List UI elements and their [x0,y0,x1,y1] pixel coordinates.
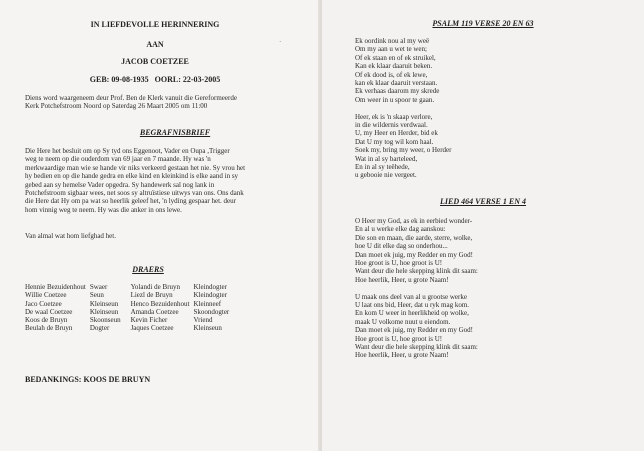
bearer-row [25,291,233,299]
bearer-relation: Kleinneef [193,299,222,308]
bearer-relation: Vriend [193,316,213,325]
verse-line: Hoe groot is U, hoe groot is U! [355,259,443,268]
bearer-relation: Skoonseun [89,316,121,325]
birth-death-dates: GEB: 09-08-1935 OORL: 22-03-2005 [89,75,221,84]
bearer-relation: Kleindogter [193,283,227,291]
hymn-text [355,217,478,360]
bearer-relation: Skoondogter [193,307,230,316]
service-line: Diens word waargeneem deur Prof. Ben de Klerk vanuit die Gereformeerde [25,94,237,102]
bearer-name: Koos de Bruyn [25,316,68,325]
bearer-relation: Kleinseun [89,307,119,316]
right-page [322,0,644,451]
hymn-heading: LIED 464 VERSE 1 EN 4 [439,197,527,206]
deceased-name: JACOB COETZEE [121,57,189,66]
verse-line: U, my Heer en Herder, bid ek [355,129,438,138]
memorial-title: IN LIEFDEVOLLE HERINNERING [90,20,220,29]
obituary-line: Die Here het besluit om op Sy tyd ons Eggenoot, Vader en Oupa ,Trigger [25,147,230,155]
verse-line [355,284,478,292]
verse-line: Ek oordink nou al my weë [355,37,430,45]
verse-line: Om my aan u wet te wen; [355,45,427,54]
obituary-line: gebed aan sy hemelse Vader opgedra. Sy handewerk sal nog lank in [25,180,215,189]
bearer-row [25,308,233,316]
stray-mark: · [279,38,282,46]
bearer-row [25,300,233,308]
verse-line: in die wildernis verdwaal. [355,121,428,130]
verse-line: Hoe groot is U, hoe groot is U! [355,334,443,343]
verse-line: Wat in al sy barteleed, [355,154,418,163]
obituary-line: hom vinnig weg te neem. Hy was die anker in ons lewe. [25,205,182,214]
acknowledgements: BEDANKINGS: KOOS DE BRUYN [25,375,151,384]
verse-line: hoe U dit elke dag so onderhou... [355,242,448,251]
bearer-name: Beulah de Bruyn [25,324,73,333]
bearer-name: Jaques Coetzee [130,324,174,333]
bearers-table [25,283,233,333]
service-line: Kerk Potchefstroom Noord op Saterdag 26 Maart 2005 om 11:00 [25,102,208,111]
verse-line: Want deur die hele skepping klink dit saam: [355,343,478,352]
verse-line [355,104,451,112]
bearer-relation: Kleindogter [193,291,227,300]
verse-line: En in al sy teëhede, [355,163,410,172]
verse-line: Of ek dood is, of ek lewe, [355,70,428,79]
closing-line: Van almal wat hom liefghad het. [25,232,116,240]
verse-line: Dan moet ek juig, my Redder en my God! [355,250,474,259]
verse-line: Of ek staan en of ek struikel, [355,53,436,62]
bearer-row [25,283,233,291]
verse-line: Die son en maan, die aarde, sterre, wolke, [355,233,473,242]
bearer-relation: Dogter [89,324,110,333]
bearer-row [25,316,233,324]
bearer-name: De waal Coetzee [25,307,73,316]
psalm-text [355,37,451,180]
bearers-heading: DRAERS [132,265,164,274]
bearer-row [25,324,233,332]
verse-line: Soek my, bring my weer, o Herder [355,146,452,155]
service-info [25,94,237,111]
obituary-line: hy bedien en op die hande gedra en elke kind en kleinkind is elke aand in sy [25,172,239,181]
verse-line: u gebooie nie vergeet. [355,171,417,180]
verse-line: U maak ons deel van al u grootse werke [355,292,467,301]
bearer-name: Kevin Ficher [130,316,168,325]
bearer-name: Amanda Coetzee [130,307,179,316]
verse-line: U laat ons bid, Heer, dat u ryk mag kom. [355,301,470,310]
verse-line: Dat U my tog wil kom haal. [355,137,434,146]
obituary-line: merkwaardige man wie se hande vir niks verkeerd gestaan het nie. Sy vrou het [25,163,246,172]
to-label: AAN [146,40,164,49]
verse-line: kan ek klaar daaruit verstaan. [355,79,438,88]
verse-line: Want deur die hele skepping klink dit saam: [355,267,478,276]
verse-line: Heer, ek is 'n skaap verlore, [355,112,433,121]
verse-line: Ek verhaas daarom my skrede [355,87,440,96]
bearer-name: Henco Bezuidenhout [130,299,190,308]
verse-line: maak U volkome nuut u eiendom. [355,317,451,326]
verse-line: Dan moet ek juig, my Redder en my God! [355,326,474,335]
obituary-line: Potchefstroom sigbaar wees, net soos sy altruïstiese uitwys van ons. Ons dank [25,189,244,198]
bearer-relation: Kleinseun [193,324,222,333]
verse-line: Om weer in u spoor te gaan. [355,95,435,104]
verse-line: En kom U weer in heerlikheid op wolke, [355,309,469,318]
bearer-name: Willie Coetzee [25,291,67,300]
obituary-text [25,147,245,214]
bearer-name: Hennie Bezuidenhout [25,283,86,291]
verse-line: Hoe heerlik, Heer, u grote Naam! [355,275,449,284]
verse-line: En al u werke elke dag aanskou: [355,225,446,234]
left-page [0,0,320,451]
verse-line: O Heer my God, as ek in eerbied wonder- [355,217,473,225]
bearer-name: Jaco Coetzee [25,299,62,308]
bearer-name: Yolandi de Bruyn [130,283,181,291]
bearer-name: Liezl de Bruyn [130,291,173,300]
obituary-heading: BEGRAFNISBRIEF [139,128,211,137]
verse-line: Hoe heerlik, Heer, u grote Naam! [355,351,449,360]
verse-line: Kan ek klaar daaruit beken. [355,62,433,71]
bearer-relation: Swaer [89,283,108,291]
bearer-relation: Seun [89,291,104,300]
bearer-relation: Kleinseun [89,299,119,308]
obituary-line: die Here dat Hy om pa wat so heerlik geleef het, 'n lyding gespaar het. deur [25,197,236,206]
psalm-heading: PSALM 119 VERSE 20 EN 63 [432,19,534,28]
obituary-line: weg te neem op die ouderdom van 69 jaar en 7 maande. Hy was 'n [25,155,211,164]
